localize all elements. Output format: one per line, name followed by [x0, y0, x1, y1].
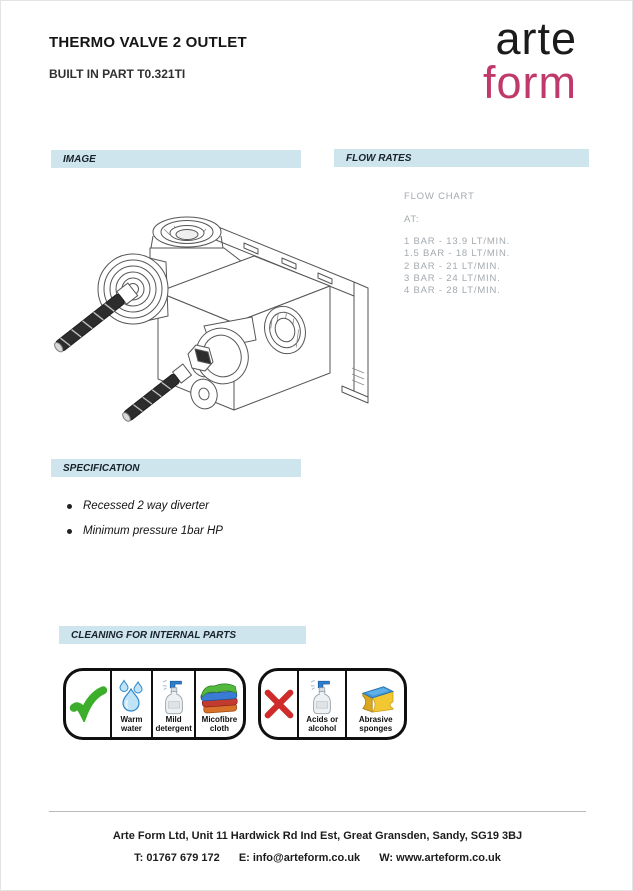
warm-water-cell [112, 671, 154, 737]
microfibre-cloth-cell [196, 671, 243, 737]
flow-chart-block [404, 191, 510, 298]
section-header-cleaning: CLEANING FOR INTERNAL PARTS [59, 626, 306, 644]
cleaning-item-label: Warm water [120, 715, 143, 734]
green-check-icon [69, 686, 107, 722]
footer-email: E: info@arteform.co.uk [238, 852, 361, 864]
microfibre-cloth-icon [198, 681, 240, 715]
section-header-flow-rates: FLOW RATES [334, 149, 589, 167]
cleaning-item-label: Abrasive sponges [358, 715, 393, 734]
flow-chart-heading: FLOW CHART [404, 191, 475, 202]
specification-item: Minimum pressure 1bar HP [65, 525, 223, 537]
page-title: THERMO VALVE 2 OUTLET [49, 34, 247, 51]
specification-item: Recessed 2 way diverter [65, 500, 223, 512]
mild-detergent-cell [153, 671, 195, 737]
cleaning-item-label: Micofibre cloth [201, 715, 238, 734]
spray-bottle-icon [161, 679, 187, 715]
footer-website: W: www.arteform.co.uk [379, 852, 501, 864]
section-header-image: IMAGE [51, 150, 301, 168]
logo-word-form: form [483, 57, 577, 108]
section-header-specification: SPECIFICATION [51, 459, 301, 477]
footer-divider [49, 811, 586, 812]
flow-rate-line: 1 BAR - 13.9 LT/MIN. [404, 235, 511, 247]
footer [1, 825, 633, 869]
acids-alcohol-cell [299, 671, 347, 737]
cleaning-prohibited-panel [258, 668, 407, 740]
cleaning-allowed-panel [63, 668, 246, 740]
valve-technical-drawing [54, 196, 384, 436]
flow-rate-line: 1.5 BAR - 18 LT/MIN. [404, 248, 511, 260]
specification-list [65, 500, 223, 550]
logo-word-arte: arte [495, 13, 577, 64]
arteform-logo [483, 13, 577, 108]
flow-rate-line: 3 BAR - 24 LT/MIN. [404, 273, 501, 285]
prohibited-mark-cell [261, 671, 299, 737]
part-code: BUILT IN PART T0.321TI [49, 67, 186, 81]
water-drops-icon [115, 679, 147, 715]
abrasive-sponge-icon [355, 681, 397, 715]
red-cross-icon [263, 688, 295, 720]
footer-address: Arte Form Ltd, Unit 11 Hardwick Rd Ind Est, Great Gransden, Sandy, SG19 3BJ [112, 830, 523, 842]
cleaning-item-label: Mild detergent [155, 715, 192, 734]
flow-rate-line: 2 BAR - 21 LT/MIN. [404, 260, 501, 272]
abrasive-sponges-cell [347, 671, 404, 737]
footer-contact [1, 847, 633, 869]
cleaning-item-label: Acids or alcohol [306, 715, 339, 734]
flow-rate-line: 4 BAR - 28 LT/MIN. [404, 285, 501, 297]
spray-bottle-icon [309, 679, 335, 715]
footer-phone: T: 01767 679 172 [134, 852, 220, 864]
allowed-mark-cell [66, 671, 112, 737]
flow-chart-at-label: AT: [404, 214, 420, 226]
